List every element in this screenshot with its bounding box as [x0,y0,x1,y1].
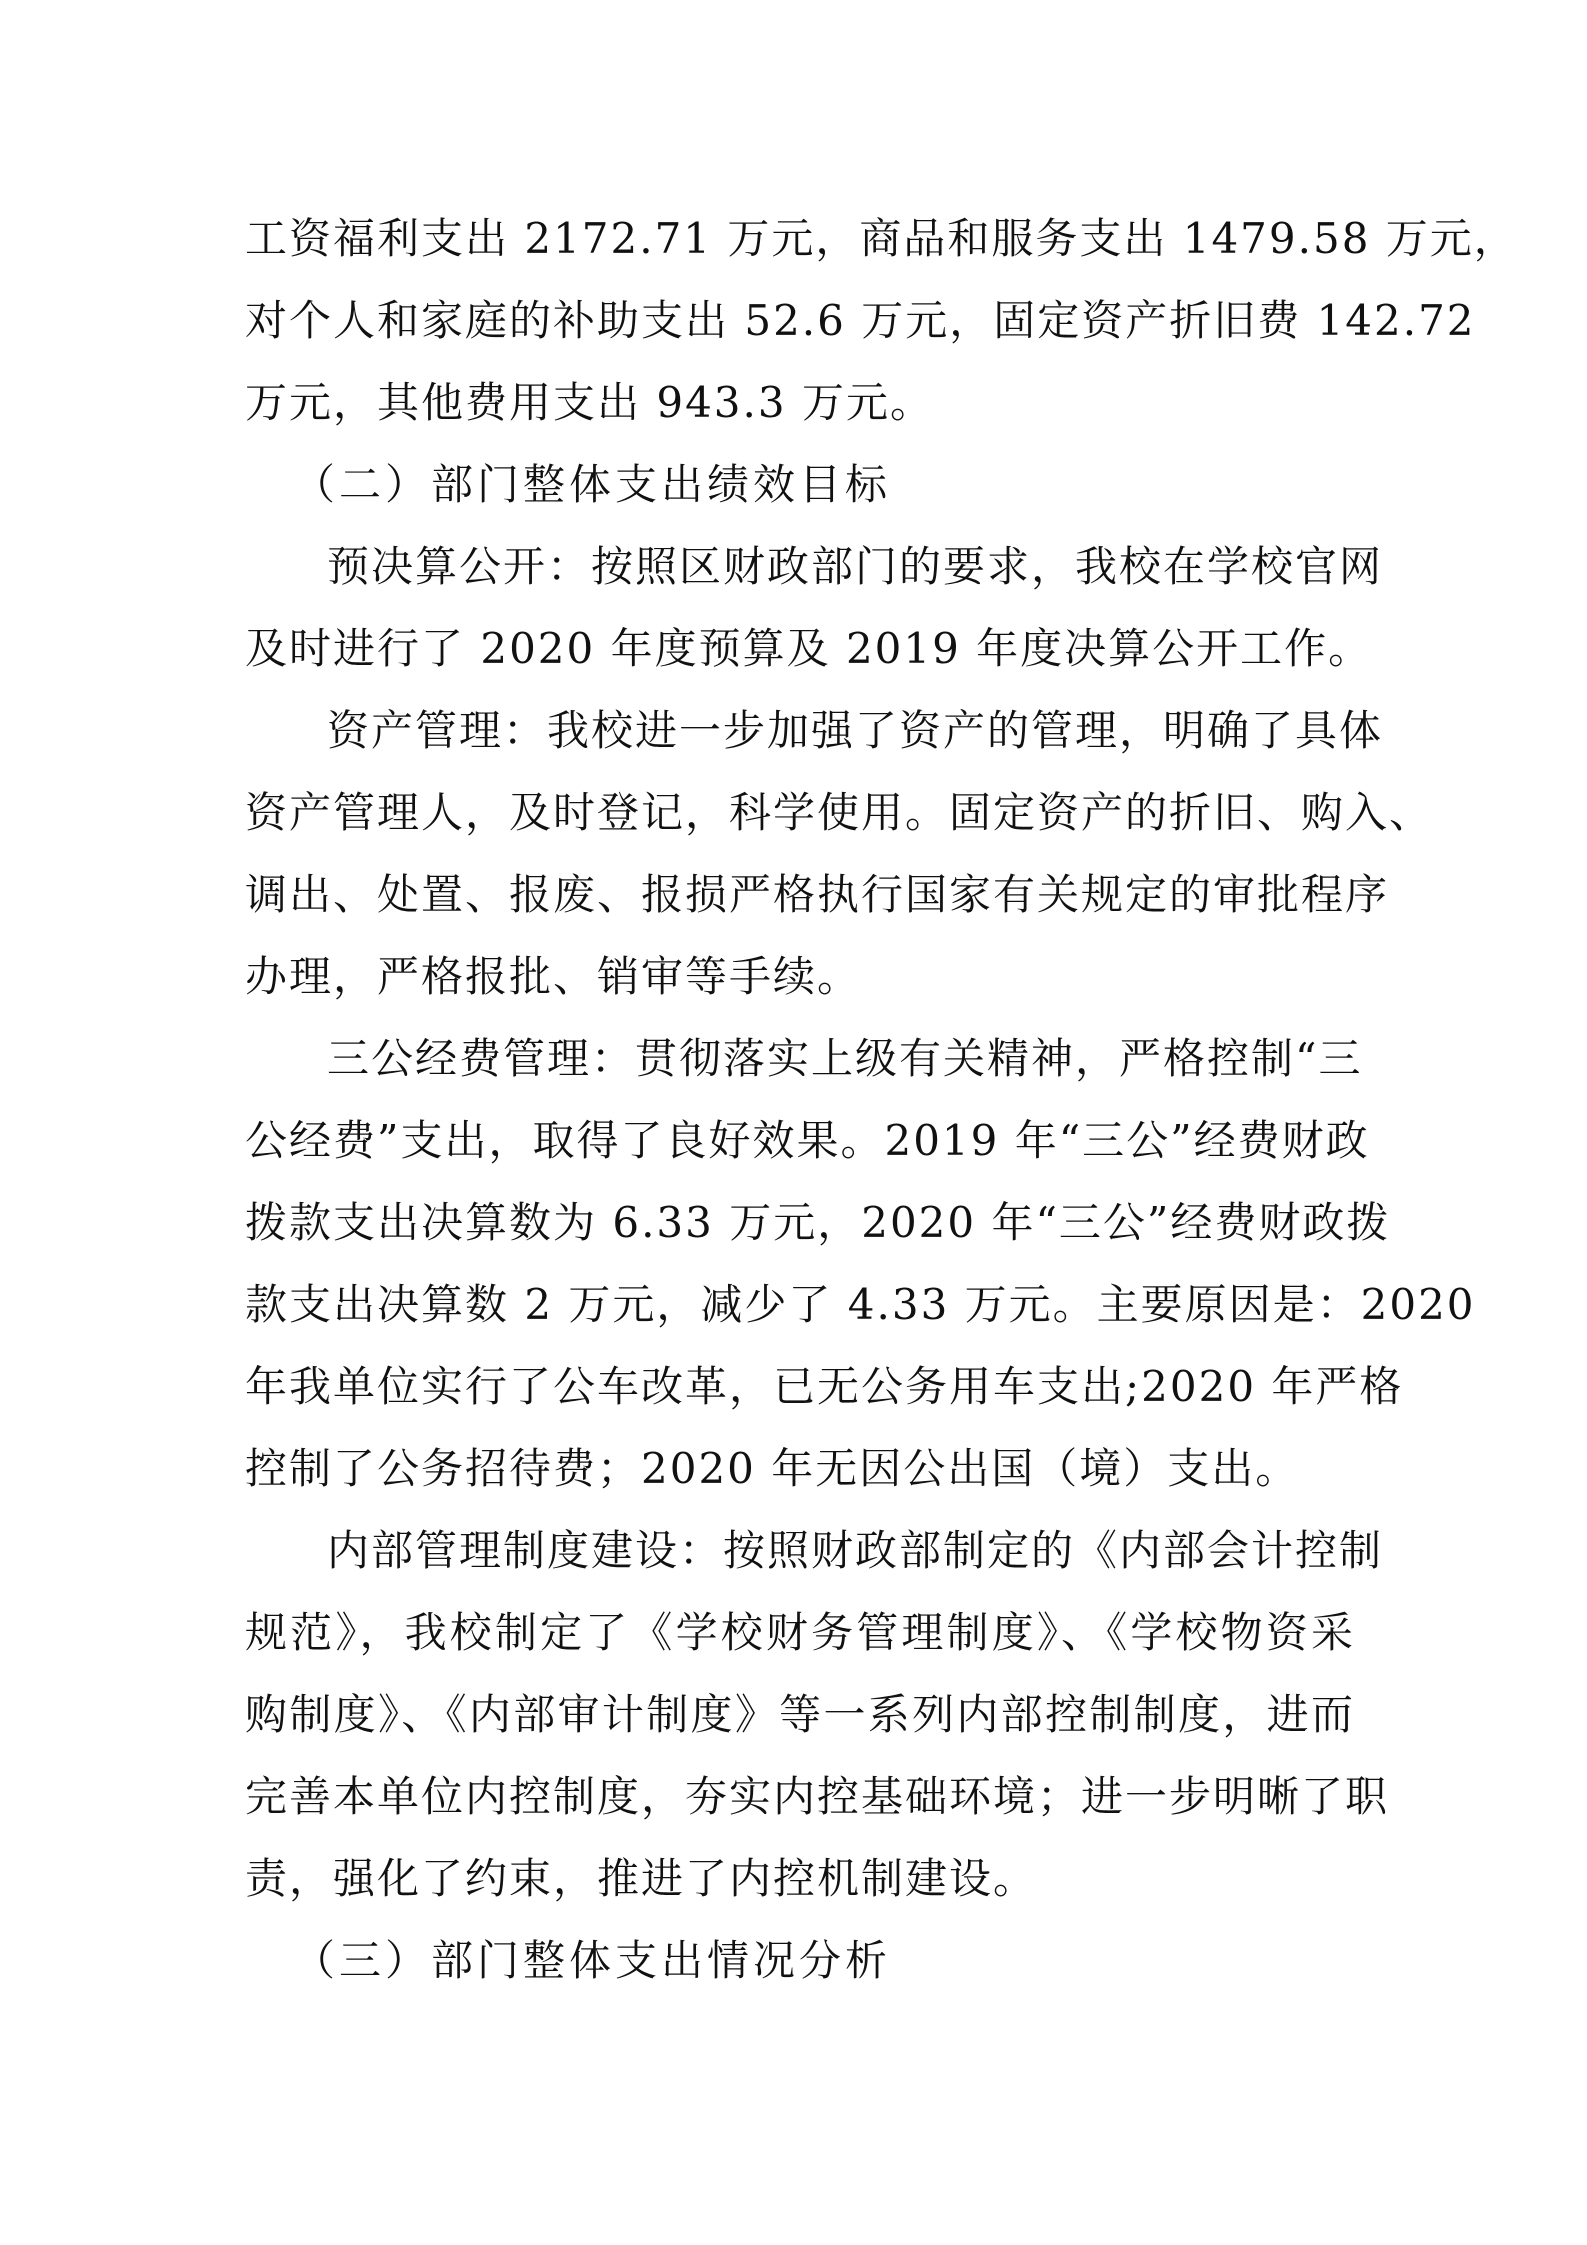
text-line-20: 完善本单位内控制度，夯实内控基础环境；进一步明晰了职 [245,1772,1390,1821]
text-line-17: 内部管理制度建设：按照财政部制定的《内部会计控制 [327,1526,1384,1575]
text-line-14: 款支出决算数 2 万元，减少了 4.33 万元。主要原因是：2020 [245,1280,1476,1329]
text-line-18: 规范》，我校制定了《学校财务管理制度》、《学校物资采 [245,1608,1355,1657]
text-line-5: 预决算公开：按照区财政部门的要求，我校在学校官网 [327,542,1384,591]
text-line-9: 调出、处置、报废、报损严格执行国家有关规定的审批程序 [245,870,1390,919]
text-line-15: 年我单位实行了公车改革，已无公务用车支出;2020 年严格 [245,1362,1404,1411]
text-line-2: 对个人和家庭的补助支出 52.6 万元，固定资产折旧费 142.72 [245,296,1476,345]
text-line-13: 拨款支出决算数为 6.33 万元，2020 年“三公”经费财政拨 [245,1198,1391,1247]
text-line-6: 及时进行了 2020 年度预算及 2019 年度决算公开工作。 [245,624,1373,673]
text-line-3: 万元，其他费用支出 943.3 万元。 [245,378,934,427]
text-line-19: 购制度》、《内部审计制度》等一系列内部控制制度，进而 [245,1690,1355,1739]
section-heading-3: （三）部门整体支出情况分析 [293,1936,892,1985]
text-line-8: 资产管理人，及时登记，科学使用。固定资产的折旧、购入、 [245,788,1434,837]
section-heading-2: （二）部门整体支出绩效目标 [293,460,892,509]
text-line-12: 公经费”支出，取得了良好效果。2019 年“三公”经费财政 [245,1116,1370,1165]
text-line-1: 工资福利支出 2172.71 万元，商品和服务支出 1479.58 万元， [245,214,1518,263]
text-line-7: 资产管理：我校进一步加强了资产的管理，明确了具体 [327,706,1384,755]
text-line-21: 责，强化了约束，推进了内控机制建设。 [245,1854,1038,1903]
text-line-16: 控制了公务招待费；2020 年无因公出国（境）支出。 [245,1444,1300,1493]
text-line-10: 办理，严格报批、销审等手续。 [245,952,862,1001]
text-line-11: 三公经费管理：贯彻落实上级有关精神，严格控制“三 [327,1034,1363,1083]
